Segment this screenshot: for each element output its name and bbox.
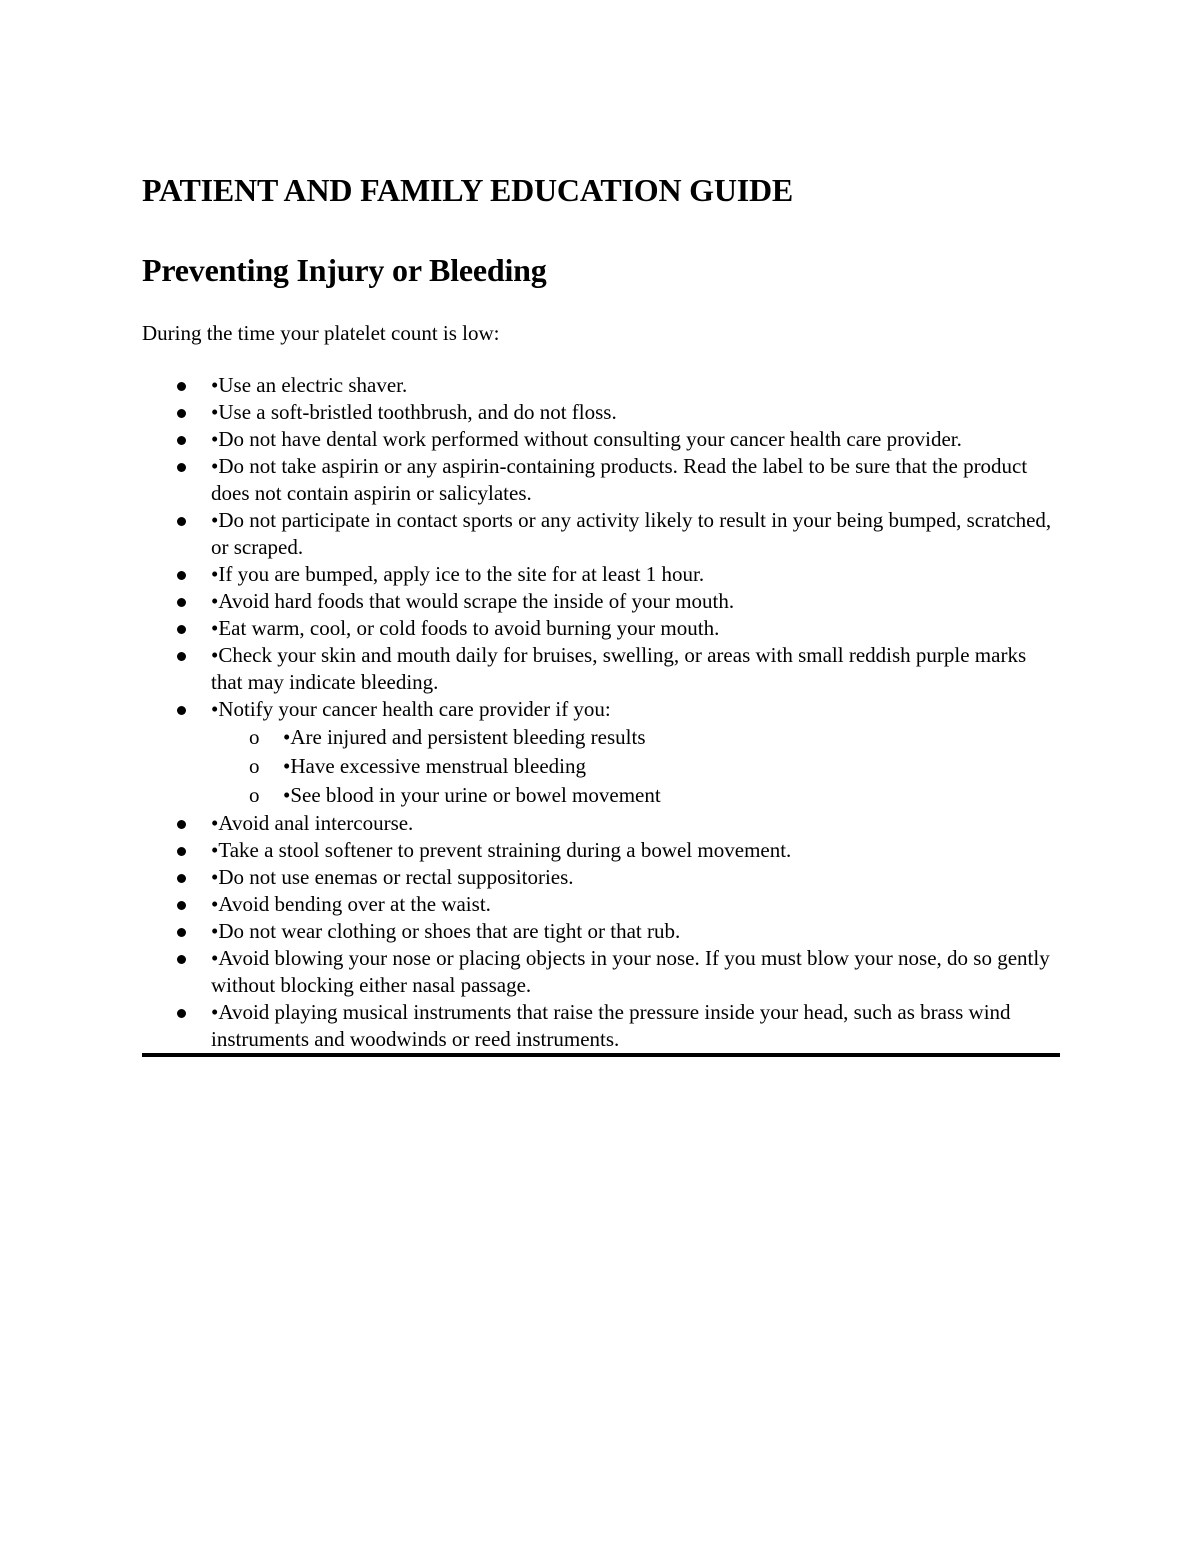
list-item-text: •Use a soft-bristled toothbrush, and do not floss. bbox=[211, 400, 617, 424]
bullet-icon bbox=[177, 847, 186, 856]
list-item bbox=[142, 642, 1060, 696]
bullet-icon bbox=[177, 874, 186, 883]
hollow-circle-bullet-icon: o bbox=[249, 754, 260, 778]
list-item bbox=[142, 507, 1060, 561]
bullet-icon bbox=[177, 928, 186, 937]
list-item-text: •Eat warm, cool, or cold foods to avoid burning your mouth. bbox=[211, 616, 720, 640]
list-item bbox=[142, 399, 1060, 426]
list-item bbox=[142, 864, 1060, 891]
list-item-text: •Check your skin and mouth daily for bruises, swelling, or areas with small reddish purple marks that may indicate bleeding. bbox=[211, 643, 1027, 694]
list-item bbox=[142, 615, 1060, 642]
document-title: PATIENT AND FAMILY EDUCATION GUIDE bbox=[142, 172, 794, 208]
list-item-text: •Take a stool softener to prevent straining during a bowel movement. bbox=[211, 838, 792, 862]
bullet-icon bbox=[177, 463, 186, 472]
list-item bbox=[142, 588, 1060, 615]
list-item bbox=[142, 810, 1060, 837]
list-item bbox=[142, 372, 1060, 399]
bullet-icon bbox=[177, 517, 186, 526]
list-item-text: •Do not wear clothing or shoes that are tight or that rub. bbox=[211, 919, 681, 943]
bullet-icon bbox=[177, 955, 186, 964]
list-item bbox=[142, 561, 1060, 588]
list-item-text: •Avoid playing musical instruments that raise the pressure inside your head, such as brass wind instruments and woodwinds or reed instruments. bbox=[211, 1000, 1011, 1051]
document-subtitle: Preventing Injury or Bleeding bbox=[142, 252, 547, 288]
document-page bbox=[142, 168, 1060, 1057]
intro-text: During the time your platelet count is low: bbox=[142, 321, 500, 345]
list-item bbox=[142, 945, 1060, 999]
hollow-circle-bullet-icon: o bbox=[249, 783, 260, 807]
list-item-text: •Avoid hard foods that would scrape the inside of your mouth. bbox=[211, 589, 735, 613]
list-item bbox=[142, 426, 1060, 453]
hollow-circle-bullet-icon: o bbox=[249, 725, 260, 749]
list-item-text: •Do not take aspirin or any aspirin-containing products. Read the label to be sure that the product does not contain aspirin or salicylates. bbox=[211, 454, 1028, 505]
sub-list-item-text: •Are injured and persistent bleeding results bbox=[283, 725, 646, 749]
bullet-icon bbox=[177, 625, 186, 634]
sub-list-item bbox=[142, 781, 1060, 810]
bottom-rule bbox=[142, 1053, 1060, 1057]
bullet-icon bbox=[177, 571, 186, 580]
list-item bbox=[142, 453, 1060, 507]
list-item-text: •Avoid blowing your nose or placing objects in your nose. If you must blow your nose, do so gently without blocking either nasal passage. bbox=[211, 946, 1050, 997]
list-item-text: •Avoid bending over at the waist. bbox=[211, 892, 491, 916]
sub-list-item-text: •See blood in your urine or bowel movement bbox=[283, 783, 661, 807]
list-item-text: •Use an electric shaver. bbox=[211, 373, 408, 397]
bullet-icon bbox=[177, 436, 186, 445]
list-item bbox=[142, 837, 1060, 864]
bullet-icon bbox=[177, 1009, 186, 1018]
bullet-icon bbox=[177, 409, 186, 418]
list-item-text: •Do not use enemas or rectal suppositories. bbox=[211, 865, 574, 889]
instruction-list bbox=[142, 372, 1060, 1053]
list-item bbox=[142, 918, 1060, 945]
sub-list-item-text: •Have excessive menstrual bleeding bbox=[283, 754, 586, 778]
bullet-icon bbox=[177, 820, 186, 829]
sub-list bbox=[211, 723, 1060, 810]
list-item-text: •Notify your cancer health care provider if you: bbox=[211, 697, 611, 721]
list-item-text: •Do not have dental work performed without consulting your cancer health care provider. bbox=[211, 427, 962, 451]
list-item bbox=[142, 891, 1060, 918]
bullet-icon bbox=[177, 652, 186, 661]
list-item-text: •Avoid anal intercourse. bbox=[211, 811, 414, 835]
list-item-text: •Do not participate in contact sports or any activity likely to result in your being bumped, scratched, or scraped. bbox=[211, 508, 1052, 559]
bullet-icon bbox=[177, 382, 186, 391]
list-item bbox=[142, 999, 1060, 1053]
list-item-text: •If you are bumped, apply ice to the site for at least 1 hour. bbox=[211, 562, 705, 586]
bullet-icon bbox=[177, 706, 186, 715]
bullet-icon bbox=[177, 598, 186, 607]
sub-list-item bbox=[142, 752, 1060, 781]
sub-list-item bbox=[142, 723, 1060, 752]
list-item bbox=[142, 696, 1060, 810]
bullet-icon bbox=[177, 901, 186, 910]
